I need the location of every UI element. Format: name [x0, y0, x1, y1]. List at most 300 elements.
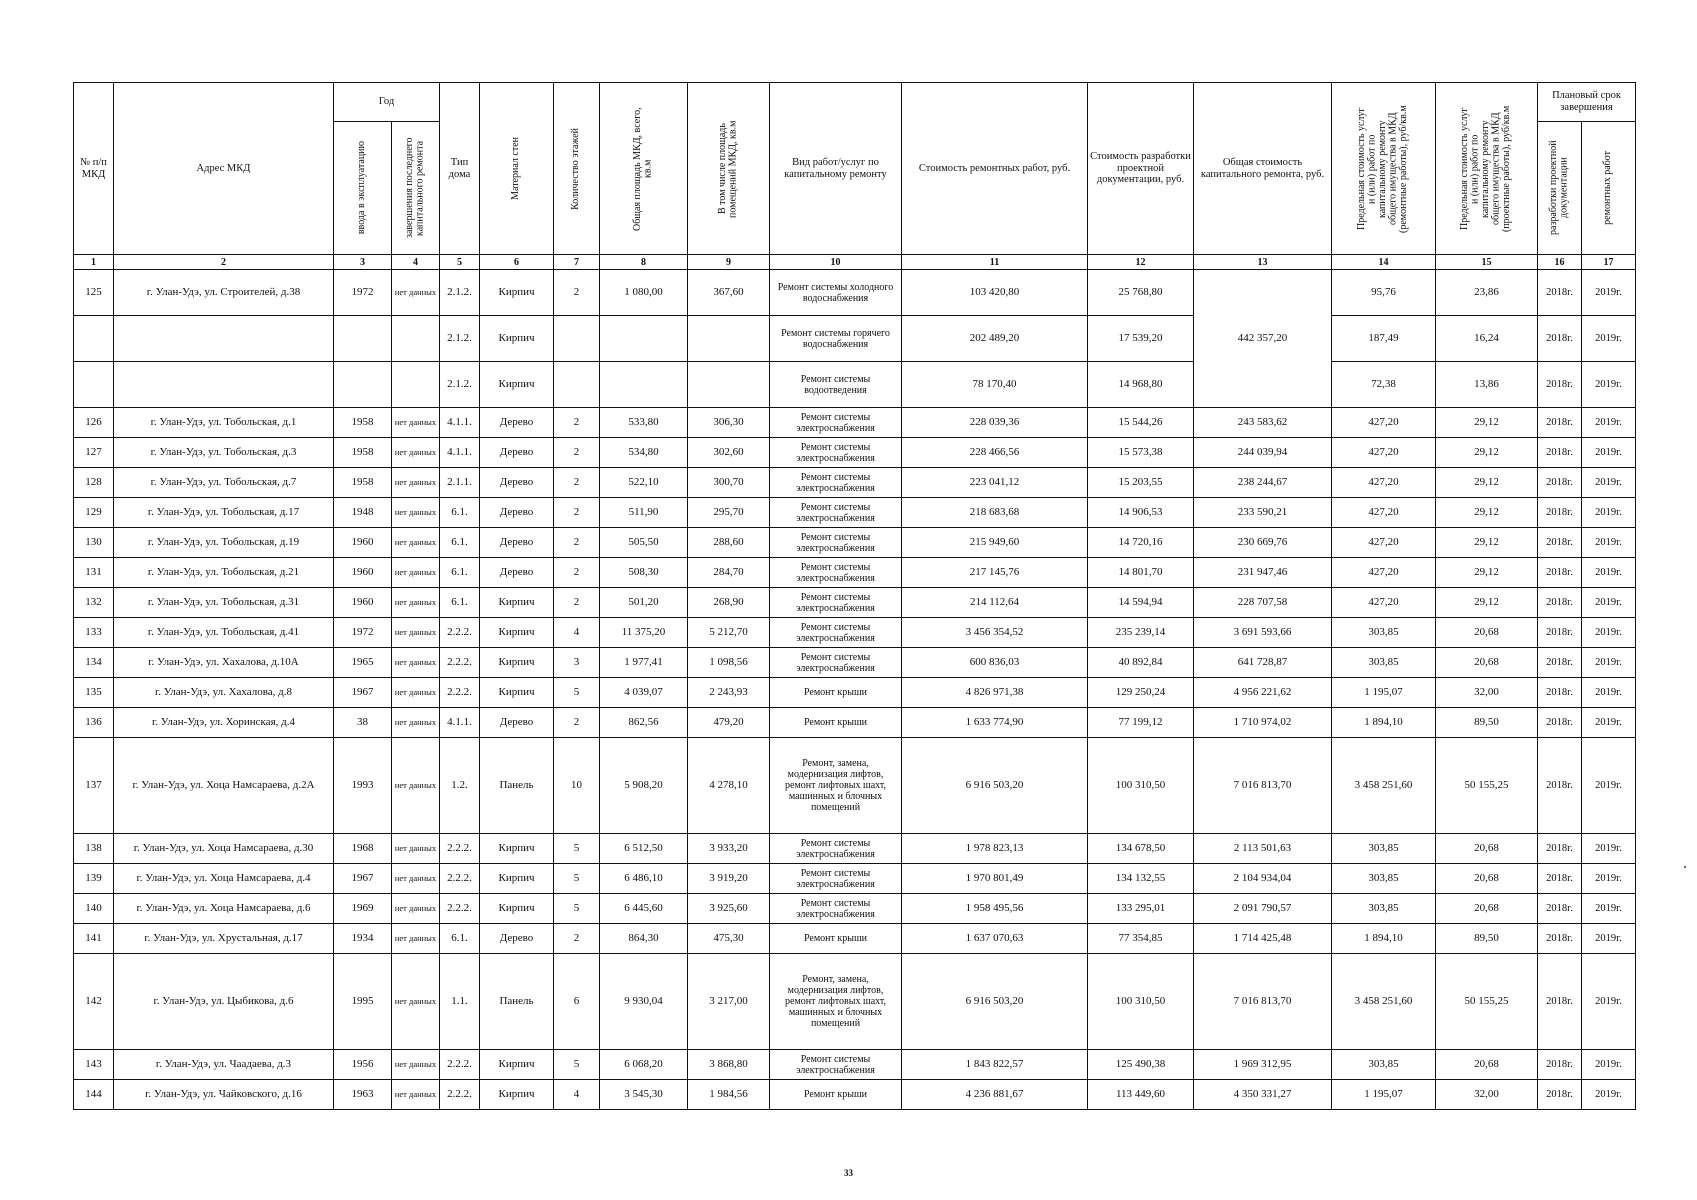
- design-cost-cell: 14 968,80: [1088, 362, 1194, 408]
- repair-cost-cell: 228 466,56: [902, 438, 1088, 468]
- work-type-cell: Ремонт системы холодного водоснабжения: [770, 270, 902, 316]
- floors-cell: 5: [554, 1050, 600, 1080]
- work-type-cell: Ремонт системы электроснабжения: [770, 438, 902, 468]
- house-type-cell: 2.1.2.: [440, 270, 480, 316]
- address-cell: г. Улан-Удэ, ул. Хоца Намсараева, д.30: [114, 834, 334, 864]
- wall-material-cell: Кирпич: [480, 894, 554, 924]
- wall-material-cell: Дерево: [480, 468, 554, 498]
- premises-area-cell: 288,60: [688, 528, 770, 558]
- wall-material-cell: Кирпич: [480, 588, 554, 618]
- capital-repair-table: [73, 82, 1636, 1110]
- max-cost-design-cell: 50 155,25: [1436, 738, 1538, 834]
- deadline-design-cell: 2018г.: [1538, 468, 1582, 498]
- year-commission-cell: 1958: [334, 468, 392, 498]
- premises-area-cell: [688, 316, 770, 362]
- work-type-cell: Ремонт системы электроснабжения: [770, 864, 902, 894]
- row-number: [74, 362, 114, 408]
- year-commission-cell: 1934: [334, 924, 392, 954]
- header-deadline-group: Плановый срок завершения: [1538, 83, 1636, 122]
- max-cost-design-cell: 89,50: [1436, 708, 1538, 738]
- row-number: 141: [74, 924, 114, 954]
- premises-area-cell: 2 243,93: [688, 678, 770, 708]
- row-number: 138: [74, 834, 114, 864]
- deadline-design-cell: 2018г.: [1538, 438, 1582, 468]
- design-cost-cell: 15 544,26: [1088, 408, 1194, 438]
- header-max-cost-repair: Предельная стоимость услуг и (или) работ по капитальному ремонту общего имущества в МКД (ремонтные работы), руб/кв.м: [1332, 83, 1436, 255]
- repair-cost-cell: 6 916 503,20: [902, 954, 1088, 1050]
- column-number: 5: [440, 255, 480, 270]
- max-cost-design-cell: 20,68: [1436, 864, 1538, 894]
- house-type-cell: 1.1.: [440, 954, 480, 1050]
- address-cell: г. Улан-Удэ, ул. Хоца Намсараева, д.2А: [114, 738, 334, 834]
- total-cost-cell: 233 590,21: [1194, 498, 1332, 528]
- total-cost-cell: 2 104 934,04: [1194, 864, 1332, 894]
- max-cost-repair-cell: 1 894,10: [1332, 708, 1436, 738]
- table-row: [74, 864, 1636, 894]
- header-year-last-repair: завершения последнего капитального ремонта: [392, 122, 440, 255]
- table-body: [74, 270, 1636, 1110]
- deadline-design-cell: 2018г.: [1538, 894, 1582, 924]
- deadline-design-cell: 2018г.: [1538, 498, 1582, 528]
- work-type-cell: Ремонт системы электроснабжения: [770, 498, 902, 528]
- table-row: [74, 588, 1636, 618]
- total-cost-cell: 4 350 331,27: [1194, 1080, 1332, 1110]
- premises-area-cell: 3 925,60: [688, 894, 770, 924]
- address-cell: г. Улан-Удэ, ул. Чаадаева, д.3: [114, 1050, 334, 1080]
- deadline-repair-cell: 2019г.: [1582, 708, 1636, 738]
- repair-cost-cell: 4 236 881,67: [902, 1080, 1088, 1110]
- address-cell: г. Улан-Удэ, ул. Строителей, д.38: [114, 270, 334, 316]
- year-commission-cell: [334, 362, 392, 408]
- year-commission-cell: 38: [334, 708, 392, 738]
- address-cell: г. Улан-Удэ, ул. Хрустальная, д.17: [114, 924, 334, 954]
- total-area-cell: 501,20: [600, 588, 688, 618]
- total-area-cell: 862,56: [600, 708, 688, 738]
- table-row: [74, 270, 1636, 316]
- max-cost-repair-cell: 3 458 251,60: [1332, 954, 1436, 1050]
- max-cost-design-cell: 50 155,25: [1436, 954, 1538, 1050]
- year-last-repair-cell: нет данных: [392, 438, 440, 468]
- max-cost-repair-cell: 1 195,07: [1332, 678, 1436, 708]
- house-type-cell: 2.2.2.: [440, 894, 480, 924]
- table-row: [74, 362, 1636, 408]
- work-type-cell: Ремонт крыши: [770, 708, 902, 738]
- year-last-repair-cell: нет данных: [392, 408, 440, 438]
- total-area-cell: 511,90: [600, 498, 688, 528]
- year-commission-cell: 1960: [334, 528, 392, 558]
- total-area-cell: 3 545,30: [600, 1080, 688, 1110]
- house-type-cell: 2.1.1.: [440, 468, 480, 498]
- premises-area-cell: 479,20: [688, 708, 770, 738]
- max-cost-design-cell: 89,50: [1436, 924, 1538, 954]
- work-type-cell: Ремонт крыши: [770, 1080, 902, 1110]
- total-cost-cell: 7 016 813,70: [1194, 954, 1332, 1050]
- total-area-cell: [600, 362, 688, 408]
- table-row: [74, 924, 1636, 954]
- row-number: 130: [74, 528, 114, 558]
- work-type-cell: Ремонт системы электроснабжения: [770, 408, 902, 438]
- repair-cost-cell: 1 637 070,63: [902, 924, 1088, 954]
- deadline-repair-cell: 2019г.: [1582, 528, 1636, 558]
- table-row: [74, 558, 1636, 588]
- deadline-design-cell: 2018г.: [1538, 588, 1582, 618]
- premises-area-cell: 367,60: [688, 270, 770, 316]
- deadline-design-cell: 2018г.: [1538, 270, 1582, 316]
- premises-area-cell: 268,90: [688, 588, 770, 618]
- work-type-cell: Ремонт системы электроснабжения: [770, 1050, 902, 1080]
- year-last-repair-cell: [392, 316, 440, 362]
- work-type-cell: Ремонт системы электроснабжения: [770, 528, 902, 558]
- address-cell: г. Улан-Удэ, ул. Тобольская, д.31: [114, 588, 334, 618]
- header-deadline-repair: ремонтных работ: [1582, 122, 1636, 255]
- year-commission-cell: 1993: [334, 738, 392, 834]
- table-row: [74, 438, 1636, 468]
- header-floors: Количество этажей: [554, 83, 600, 255]
- column-number: 4: [392, 255, 440, 270]
- year-commission-cell: 1963: [334, 1080, 392, 1110]
- address-cell: г. Улан-Удэ, ул. Тобольская, д.3: [114, 438, 334, 468]
- header-max-cost-design: Предельная стоимость услуг и (или) работ по капитальному ремонту общего имущества в МКД (проектные работы), руб/кв.м: [1436, 83, 1538, 255]
- address-cell: г. Улан-Удэ, ул. Хоринская, д.4: [114, 708, 334, 738]
- table-row: [74, 708, 1636, 738]
- document-sheet: [73, 82, 1635, 1110]
- work-type-cell: Ремонт системы электроснабжения: [770, 558, 902, 588]
- total-cost-cell: 1 969 312,95: [1194, 1050, 1332, 1080]
- max-cost-design-cell: 29,12: [1436, 408, 1538, 438]
- total-area-cell: 9 930,04: [600, 954, 688, 1050]
- premises-area-cell: 3 217,00: [688, 954, 770, 1050]
- max-cost-design-cell: 29,12: [1436, 588, 1538, 618]
- year-last-repair-cell: нет данных: [392, 1050, 440, 1080]
- address-cell: г. Улан-Удэ, ул. Хоца Намсараева, д.4: [114, 864, 334, 894]
- year-commission-cell: 1948: [334, 498, 392, 528]
- repair-cost-cell: 3 456 354,52: [902, 618, 1088, 648]
- row-number: 135: [74, 678, 114, 708]
- wall-material-cell: Панель: [480, 954, 554, 1050]
- floors-cell: 5: [554, 678, 600, 708]
- column-number: 13: [1194, 255, 1332, 270]
- premises-area-cell: 3 868,80: [688, 1050, 770, 1080]
- work-type-cell: Ремонт, замена, модернизация лифтов, ремонт лифтовых шахт, машинных и блочных помещений: [770, 738, 902, 834]
- deadline-design-cell: 2018г.: [1538, 408, 1582, 438]
- table-row: [74, 1050, 1636, 1080]
- repair-cost-cell: 1 970 801,49: [902, 864, 1088, 894]
- deadline-repair-cell: 2019г.: [1582, 316, 1636, 362]
- address-cell: [114, 316, 334, 362]
- premises-area-cell: 302,60: [688, 438, 770, 468]
- premises-area-cell: 4 278,10: [688, 738, 770, 834]
- floors-cell: 5: [554, 834, 600, 864]
- wall-material-cell: Дерево: [480, 708, 554, 738]
- table-row: [74, 618, 1636, 648]
- row-number: 132: [74, 588, 114, 618]
- deadline-design-cell: 2018г.: [1538, 528, 1582, 558]
- house-type-cell: 1.2.: [440, 738, 480, 834]
- deadline-design-cell: 2018г.: [1538, 708, 1582, 738]
- house-type-cell: 4.1.1.: [440, 708, 480, 738]
- house-type-cell: 2.1.2.: [440, 316, 480, 362]
- wall-material-cell: Панель: [480, 738, 554, 834]
- house-type-cell: 6.1.: [440, 924, 480, 954]
- deadline-repair-cell: 2019г.: [1582, 678, 1636, 708]
- floors-cell: 3: [554, 648, 600, 678]
- house-type-cell: 2.2.2.: [440, 678, 480, 708]
- deadline-repair-cell: 2019г.: [1582, 1050, 1636, 1080]
- year-last-repair-cell: нет данных: [392, 834, 440, 864]
- max-cost-design-cell: 23,86: [1436, 270, 1538, 316]
- repair-cost-cell: 78 170,40: [902, 362, 1088, 408]
- design-cost-cell: 14 720,16: [1088, 528, 1194, 558]
- max-cost-repair-cell: 427,20: [1332, 528, 1436, 558]
- year-last-repair-cell: нет данных: [392, 894, 440, 924]
- total-area-cell: 1 080,00: [600, 270, 688, 316]
- column-number: 6: [480, 255, 554, 270]
- work-type-cell: Ремонт крыши: [770, 678, 902, 708]
- column-number: 17: [1582, 255, 1636, 270]
- design-cost-cell: 14 801,70: [1088, 558, 1194, 588]
- header-design-cost: Стоимость разработки проектной документации, руб.: [1088, 83, 1194, 255]
- deadline-repair-cell: 2019г.: [1582, 1080, 1636, 1110]
- wall-material-cell: Дерево: [480, 408, 554, 438]
- deadline-repair-cell: 2019г.: [1582, 738, 1636, 834]
- max-cost-repair-cell: 427,20: [1332, 468, 1436, 498]
- repair-cost-cell: 202 489,20: [902, 316, 1088, 362]
- wall-material-cell: Кирпич: [480, 618, 554, 648]
- year-last-repair-cell: нет данных: [392, 588, 440, 618]
- total-cost-cell: 4 956 221,62: [1194, 678, 1332, 708]
- premises-area-cell: 284,70: [688, 558, 770, 588]
- row-number: 128: [74, 468, 114, 498]
- year-commission-cell: 1972: [334, 270, 392, 316]
- header-num: № п/п МКД: [74, 83, 114, 255]
- floors-cell: 2: [554, 408, 600, 438]
- premises-area-cell: 300,70: [688, 468, 770, 498]
- header-address: Адрес МКД: [114, 83, 334, 255]
- total-area-cell: 6 445,60: [600, 894, 688, 924]
- house-type-cell: 6.1.: [440, 528, 480, 558]
- total-cost-cell: 442 357,20: [1194, 270, 1332, 408]
- column-number: 1: [74, 255, 114, 270]
- floors-cell: 5: [554, 864, 600, 894]
- address-cell: г. Улан-Удэ, ул. Тобольская, д.17: [114, 498, 334, 528]
- max-cost-repair-cell: 303,85: [1332, 1050, 1436, 1080]
- header-premises-area: В том числе площадь помещений МКД, кв.м: [688, 83, 770, 255]
- deadline-repair-cell: 2019г.: [1582, 954, 1636, 1050]
- repair-cost-cell: 1 633 774,90: [902, 708, 1088, 738]
- repair-cost-cell: 4 826 971,38: [902, 678, 1088, 708]
- premises-area-cell: 475,30: [688, 924, 770, 954]
- wall-material-cell: Кирпич: [480, 316, 554, 362]
- table-row: [74, 678, 1636, 708]
- design-cost-cell: 25 768,80: [1088, 270, 1194, 316]
- max-cost-repair-cell: 303,85: [1332, 834, 1436, 864]
- row-number: 139: [74, 864, 114, 894]
- design-cost-cell: 125 490,38: [1088, 1050, 1194, 1080]
- repair-cost-cell: 1 978 823,13: [902, 834, 1088, 864]
- row-number: 131: [74, 558, 114, 588]
- work-type-cell: Ремонт системы водоотведения: [770, 362, 902, 408]
- max-cost-design-cell: 20,68: [1436, 618, 1538, 648]
- column-number: 3: [334, 255, 392, 270]
- year-last-repair-cell: нет данных: [392, 648, 440, 678]
- header-deadline-design: разработки проектной документации: [1538, 122, 1582, 255]
- year-commission-cell: 1972: [334, 618, 392, 648]
- total-area-cell: [600, 316, 688, 362]
- header-total-area: Общая площадь МКД, всего, кв.м: [600, 83, 688, 255]
- design-cost-cell: 14 906,53: [1088, 498, 1194, 528]
- row-number: 142: [74, 954, 114, 1050]
- max-cost-repair-cell: 303,85: [1332, 864, 1436, 894]
- design-cost-cell: 77 354,85: [1088, 924, 1194, 954]
- header-house-type: Тип дома: [440, 83, 480, 255]
- floors-cell: 6: [554, 954, 600, 1050]
- max-cost-repair-cell: 427,20: [1332, 558, 1436, 588]
- year-commission-cell: 1969: [334, 894, 392, 924]
- table-row: [74, 738, 1636, 834]
- house-type-cell: 4.1.1.: [440, 438, 480, 468]
- floors-cell: 4: [554, 1080, 600, 1110]
- total-area-cell: 5 908,20: [600, 738, 688, 834]
- design-cost-cell: 113 449,60: [1088, 1080, 1194, 1110]
- deadline-design-cell: 2018г.: [1538, 618, 1582, 648]
- year-commission-cell: 1968: [334, 834, 392, 864]
- premises-area-cell: 1 098,56: [688, 648, 770, 678]
- deadline-design-cell: 2018г.: [1538, 316, 1582, 362]
- header-year-commission: ввода в эксплуатацию: [334, 122, 392, 255]
- repair-cost-cell: 218 683,68: [902, 498, 1088, 528]
- total-cost-cell: 641 728,87: [1194, 648, 1332, 678]
- design-cost-cell: 100 310,50: [1088, 738, 1194, 834]
- header-year-group: Год: [334, 83, 440, 122]
- floors-cell: 2: [554, 528, 600, 558]
- column-number: 8: [600, 255, 688, 270]
- repair-cost-cell: 103 420,80: [902, 270, 1088, 316]
- table-row: [74, 1080, 1636, 1110]
- deadline-repair-cell: 2019г.: [1582, 270, 1636, 316]
- design-cost-cell: 77 199,12: [1088, 708, 1194, 738]
- wall-material-cell: Дерево: [480, 528, 554, 558]
- floors-cell: 2: [554, 438, 600, 468]
- deadline-design-cell: 2018г.: [1538, 1050, 1582, 1080]
- wall-material-cell: Кирпич: [480, 864, 554, 894]
- wall-material-cell: Дерево: [480, 558, 554, 588]
- column-number: 9: [688, 255, 770, 270]
- premises-area-cell: 3 919,20: [688, 864, 770, 894]
- floors-cell: 2: [554, 468, 600, 498]
- table-row: [74, 834, 1636, 864]
- column-number: 2: [114, 255, 334, 270]
- total-area-cell: 505,50: [600, 528, 688, 558]
- max-cost-design-cell: 13,86: [1436, 362, 1538, 408]
- design-cost-cell: 235 239,14: [1088, 618, 1194, 648]
- year-commission-cell: 1967: [334, 678, 392, 708]
- header-row-1: [74, 83, 1636, 122]
- page-number: 33: [844, 1168, 853, 1178]
- row-number: 127: [74, 438, 114, 468]
- floors-cell: 2: [554, 588, 600, 618]
- year-commission-cell: 1965: [334, 648, 392, 678]
- wall-material-cell: Дерево: [480, 438, 554, 468]
- deadline-design-cell: 2018г.: [1538, 834, 1582, 864]
- total-cost-cell: 228 707,58: [1194, 588, 1332, 618]
- max-cost-repair-cell: 187,49: [1332, 316, 1436, 362]
- row-number: 134: [74, 648, 114, 678]
- house-type-cell: 6.1.: [440, 588, 480, 618]
- total-cost-cell: 244 039,94: [1194, 438, 1332, 468]
- wall-material-cell: Кирпич: [480, 678, 554, 708]
- deadline-design-cell: 2018г.: [1538, 924, 1582, 954]
- house-type-cell: 2.2.2.: [440, 618, 480, 648]
- wall-material-cell: Дерево: [480, 498, 554, 528]
- max-cost-repair-cell: 1 894,10: [1332, 924, 1436, 954]
- column-number: 14: [1332, 255, 1436, 270]
- year-commission-cell: 1958: [334, 438, 392, 468]
- column-number: 16: [1538, 255, 1582, 270]
- total-area-cell: 11 375,20: [600, 618, 688, 648]
- year-commission-cell: 1960: [334, 558, 392, 588]
- design-cost-cell: 100 310,50: [1088, 954, 1194, 1050]
- year-commission-cell: 1995: [334, 954, 392, 1050]
- deadline-repair-cell: 2019г.: [1582, 834, 1636, 864]
- year-last-repair-cell: нет данных: [392, 738, 440, 834]
- total-cost-cell: 7 016 813,70: [1194, 738, 1332, 834]
- total-area-cell: 534,80: [600, 438, 688, 468]
- column-number: 7: [554, 255, 600, 270]
- design-cost-cell: 17 539,20: [1088, 316, 1194, 362]
- floors-cell: 2: [554, 270, 600, 316]
- deadline-design-cell: 2018г.: [1538, 362, 1582, 408]
- deadline-repair-cell: 2019г.: [1582, 924, 1636, 954]
- row-number: 126: [74, 408, 114, 438]
- house-type-cell: 2.2.2.: [440, 834, 480, 864]
- max-cost-repair-cell: 95,76: [1332, 270, 1436, 316]
- max-cost-repair-cell: 427,20: [1332, 438, 1436, 468]
- deadline-design-cell: 2018г.: [1538, 1080, 1582, 1110]
- design-cost-cell: 133 295,01: [1088, 894, 1194, 924]
- table-row: [74, 408, 1636, 438]
- year-commission-cell: 1967: [334, 864, 392, 894]
- max-cost-design-cell: 16,24: [1436, 316, 1538, 362]
- work-type-cell: Ремонт системы электроснабжения: [770, 468, 902, 498]
- year-commission-cell: [334, 316, 392, 362]
- deadline-repair-cell: 2019г.: [1582, 618, 1636, 648]
- address-cell: г. Улан-Удэ, ул. Хоца Намсараева, д.6: [114, 894, 334, 924]
- deadline-repair-cell: 2019г.: [1582, 648, 1636, 678]
- total-cost-cell: 1 710 974,02: [1194, 708, 1332, 738]
- house-type-cell: 4.1.1.: [440, 408, 480, 438]
- table-row: [74, 498, 1636, 528]
- wall-material-cell: Кирпич: [480, 648, 554, 678]
- work-type-cell: Ремонт, замена, модернизация лифтов, ремонт лифтовых шахт, машинных и блочных помещений: [770, 954, 902, 1050]
- total-cost-cell: 2 091 790,57: [1194, 894, 1332, 924]
- work-type-cell: Ремонт системы горячего водоснабжения: [770, 316, 902, 362]
- deadline-repair-cell: 2019г.: [1582, 468, 1636, 498]
- year-last-repair-cell: нет данных: [392, 618, 440, 648]
- header-work-type: Вид работ/услуг по капитальному ремонту: [770, 83, 902, 255]
- repair-cost-cell: 600 836,03: [902, 648, 1088, 678]
- deadline-repair-cell: 2019г.: [1582, 864, 1636, 894]
- house-type-cell: 6.1.: [440, 498, 480, 528]
- row-number: 136: [74, 708, 114, 738]
- year-last-repair-cell: нет данных: [392, 678, 440, 708]
- floors-cell: 4: [554, 618, 600, 648]
- house-type-cell: 2.2.2.: [440, 1050, 480, 1080]
- wall-material-cell: Кирпич: [480, 1080, 554, 1110]
- header-repair-cost: Стоимость ремонтных работ, руб.: [902, 83, 1088, 255]
- max-cost-design-cell: 29,12: [1436, 558, 1538, 588]
- premises-area-cell: [688, 362, 770, 408]
- table-row: [74, 648, 1636, 678]
